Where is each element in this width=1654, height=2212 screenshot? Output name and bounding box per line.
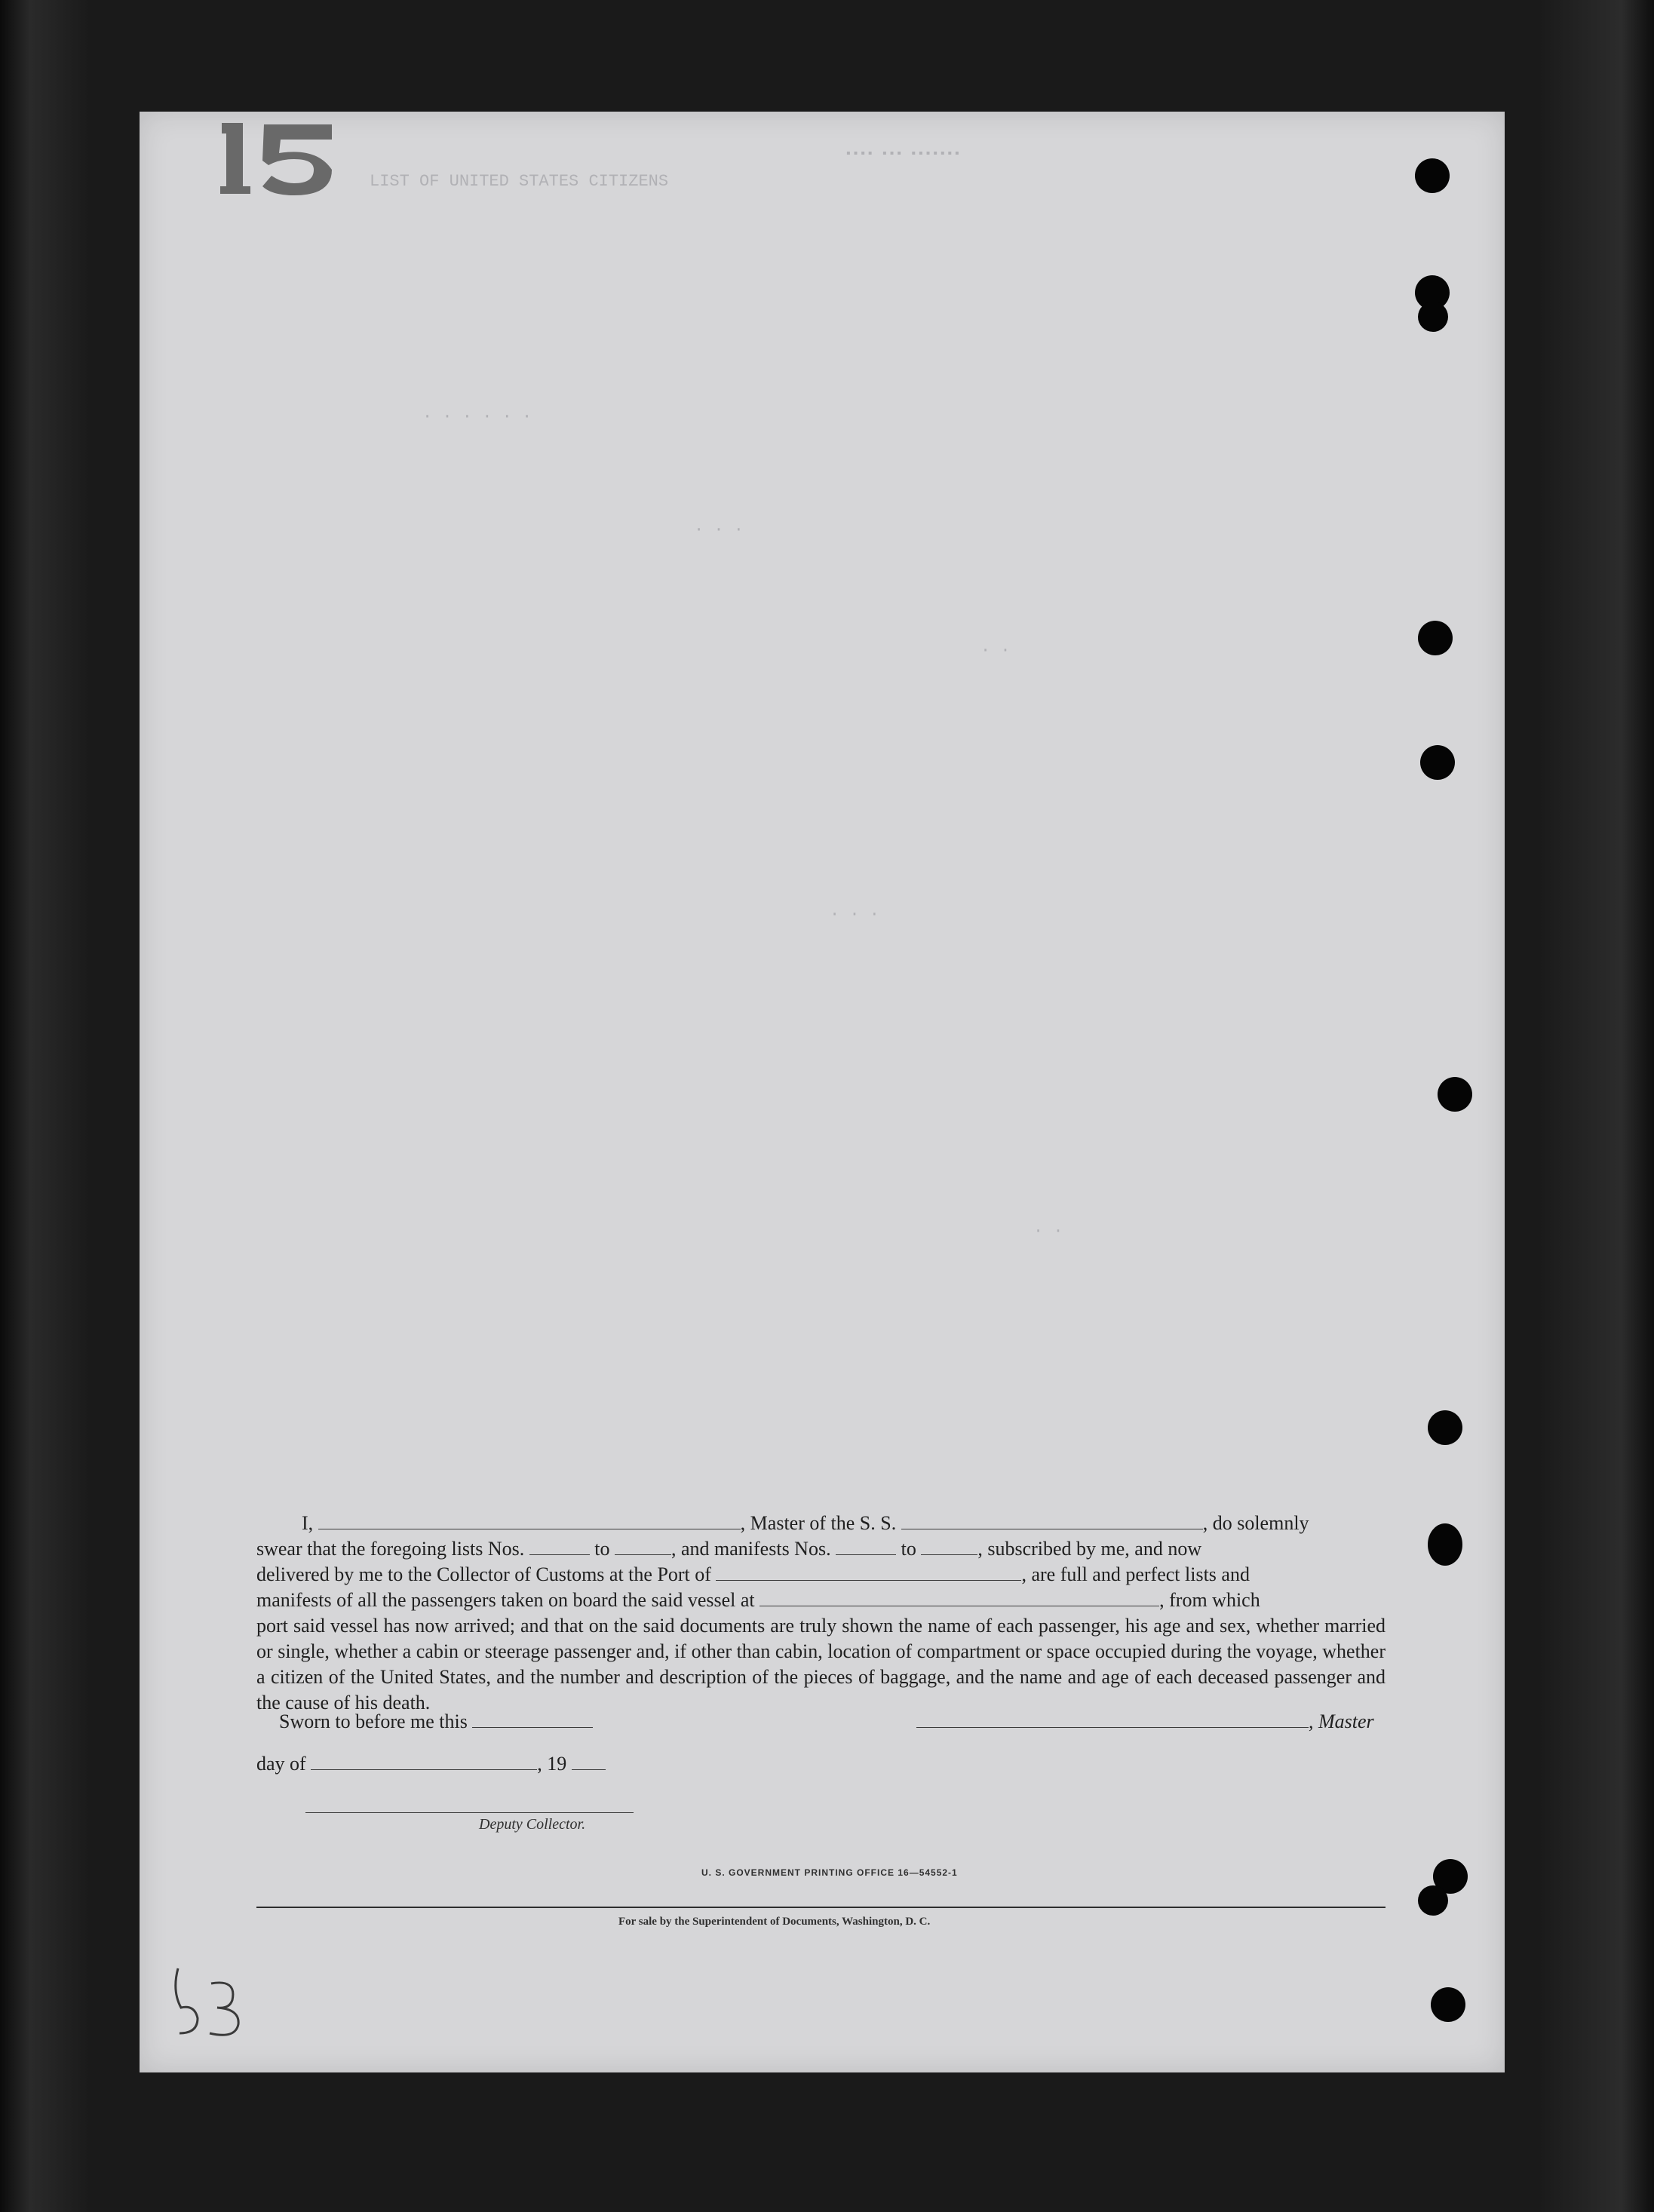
binding-hole (1420, 745, 1455, 780)
ghost-bleed-text: · · · · · · (422, 407, 532, 426)
handwritten-number (164, 1961, 255, 2044)
year-label: , 19 (537, 1753, 567, 1775)
lists-to-field[interactable] (615, 1538, 671, 1555)
binding-hole (1428, 1410, 1462, 1445)
ship-name-field[interactable] (901, 1512, 1203, 1529)
ghost-header-text: ▪▪▪▪ ▪▪▪ ▪▪▪▪▪▪▪ (845, 147, 961, 161)
oath-body: port said vessel has now arrived; and that on the said documents are truly shown the name of each passenger, his age and sex, whether married or single, whether a cabin or steerage passenger and, if other than cabin, location of compartment or space occupied during the voyage, whether a citizen of the United States, and the number and description of the pieces of baggage, and the name and age of each deceased passenger and the cause of his death. (256, 1615, 1385, 1713)
ghost-bleed-text: · · · (694, 520, 744, 539)
oath-text: manifests of all the passengers taken on board the said vessel at (256, 1589, 755, 1611)
oath-line-1 (256, 1511, 1385, 1536)
ghost-bleed-text: · · · (830, 905, 880, 924)
stamp-graphic (219, 117, 347, 200)
printing-office-note: U. S. GOVERNMENT PRINTING OFFICE 16—54552-1 (701, 1867, 958, 1878)
departure-port-field[interactable] (759, 1589, 1159, 1606)
sworn-date-field[interactable] (472, 1710, 593, 1728)
handwritten-number-graphic (164, 1961, 255, 2044)
ghost-bleed-text: · · (980, 641, 1011, 660)
sworn-line (279, 1710, 593, 1733)
oath-text: to (901, 1538, 916, 1560)
oath-line-3 (256, 1562, 1385, 1588)
lists-from-field[interactable] (529, 1538, 590, 1555)
binding-hole (1431, 1987, 1465, 2022)
binding-hole (1418, 302, 1448, 332)
oath-text: , and manifests Nos. (671, 1538, 831, 1560)
manifests-from-field[interactable] (836, 1538, 896, 1555)
master-oath (256, 1511, 1385, 1716)
master-signature-field[interactable] (916, 1710, 1309, 1728)
oath-text: , from which (1159, 1589, 1260, 1611)
binding-hole (1428, 1523, 1462, 1566)
day-of-line (256, 1753, 606, 1775)
deputy-label: Deputy Collector. (479, 1816, 586, 1833)
oath-text: , are full and perfect lists and (1021, 1563, 1250, 1585)
ghost-bleed-text: · · (1033, 1222, 1063, 1241)
page-number-stamp (219, 117, 347, 200)
port-field[interactable] (716, 1563, 1021, 1581)
oath-text: I, (302, 1512, 314, 1534)
year-field[interactable] (572, 1753, 606, 1770)
master-name-field[interactable] (318, 1512, 741, 1529)
manifests-to-field[interactable] (921, 1538, 977, 1555)
oath-text: swear that the foregoing lists Nos. (256, 1538, 525, 1560)
oath-text: , Master of the S. S. (740, 1512, 897, 1534)
ghost-header-text: LIST OF UNITED STATES CITIZENS (370, 172, 669, 191)
binding-hole (1415, 158, 1450, 193)
master-label: , Master (1309, 1710, 1374, 1732)
oath-line-4 (256, 1588, 1385, 1613)
sworn-label: Sworn to before me this (279, 1710, 468, 1732)
oath-text: , subscribed by me, and now (977, 1538, 1202, 1560)
footer-rule (256, 1907, 1385, 1908)
master-signature-line (916, 1710, 1374, 1733)
binding-hole (1418, 1885, 1448, 1916)
document-page (140, 112, 1505, 2072)
month-field[interactable] (311, 1753, 537, 1770)
deputy-signature-field[interactable] (305, 1812, 634, 1813)
oath-text: delivered by me to the Collector of Customs at the Port of (256, 1563, 711, 1585)
binding-hole (1438, 1077, 1472, 1112)
day-of-label: day of (256, 1753, 306, 1775)
binding-hole (1418, 621, 1453, 655)
oath-text: , do solemnly (1202, 1512, 1309, 1534)
for-sale-note: For sale by the Superintendent of Documents, Washington, D. C. (618, 1916, 931, 1928)
oath-text: to (594, 1538, 610, 1560)
oath-line-2 (256, 1536, 1385, 1562)
